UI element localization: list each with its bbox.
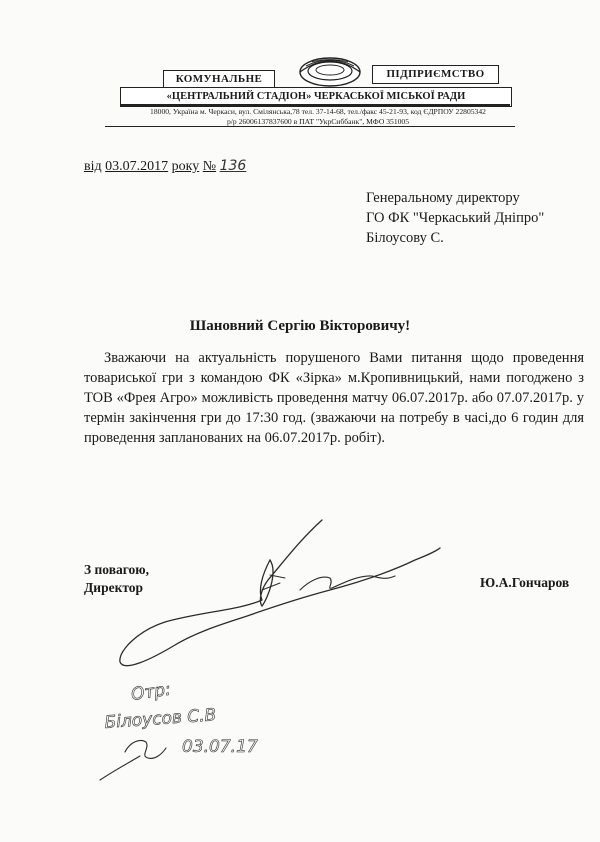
handwritten-received-label: Отр: (129, 679, 173, 705)
director-signature-icon (120, 520, 440, 666)
letterhead-address: 18000, Україна м. Черкаси, вул. Смілянська,78 тел. 37-14-68, тел./факс 45-21-93, код ЄДРПОУ 22805342 (150, 107, 486, 116)
letter-body: Зважаючи на актуальність порушеного Вами питання щодо проведення товариської гри з командою ФК «Зірка» м.Кропивницький, нами погоджено з ТОВ «Фрея Агро» можливість проведення матчу 06.07.2017р. або 07.07.2017р. у термін закінчення гри до 17:30 год. (зважаючи на потребу в часі,до 6 годин для проведення запланованих на 06.07.2017р. робіт). (84, 350, 584, 446)
recipient-initials-signature-icon (100, 740, 166, 780)
letterhead-left-label: КОМУНАЛЬНЕ (163, 70, 275, 89)
signature-title: Директор (84, 580, 144, 595)
addressee-organization: ГО ФК "Черкаський Дніпро" (366, 210, 545, 226)
letterhead-underline (105, 126, 515, 127)
letterhead-right-label: ПІДПРИЄМСТВО (372, 65, 499, 84)
reference-year-word: року (171, 159, 200, 174)
signature-closing: З повагою, (84, 562, 149, 577)
letterhead-divider (120, 104, 510, 106)
handwritten-date: 03.07.17 (182, 737, 258, 757)
reference-prefix: від (84, 159, 102, 174)
reference-number: 136 (219, 158, 247, 174)
addressee-position: Генеральному директору (366, 190, 520, 206)
addressee-name: Білоусову С. (366, 230, 444, 246)
reference-date: 03.07.2017 (105, 159, 169, 174)
letterhead-organization-name: «ЦЕНТРАЛЬНИЙ СТАДІОН» ЧЕРКАСЬКОЇ МІСЬКОЇ РАДИ (120, 87, 512, 107)
salutation: Шановний Сергію Вікторовичу! (189, 318, 411, 334)
signature-name: Ю.А.Гончаров (480, 575, 570, 590)
handwritten-recipient: Білоусов С.В (103, 705, 217, 733)
reference-number-sign: № (202, 159, 217, 174)
letterhead-bank-details: р/р 26006137837600 в ПАТ "УкрСиббанк", МФО 351005 (226, 117, 410, 126)
